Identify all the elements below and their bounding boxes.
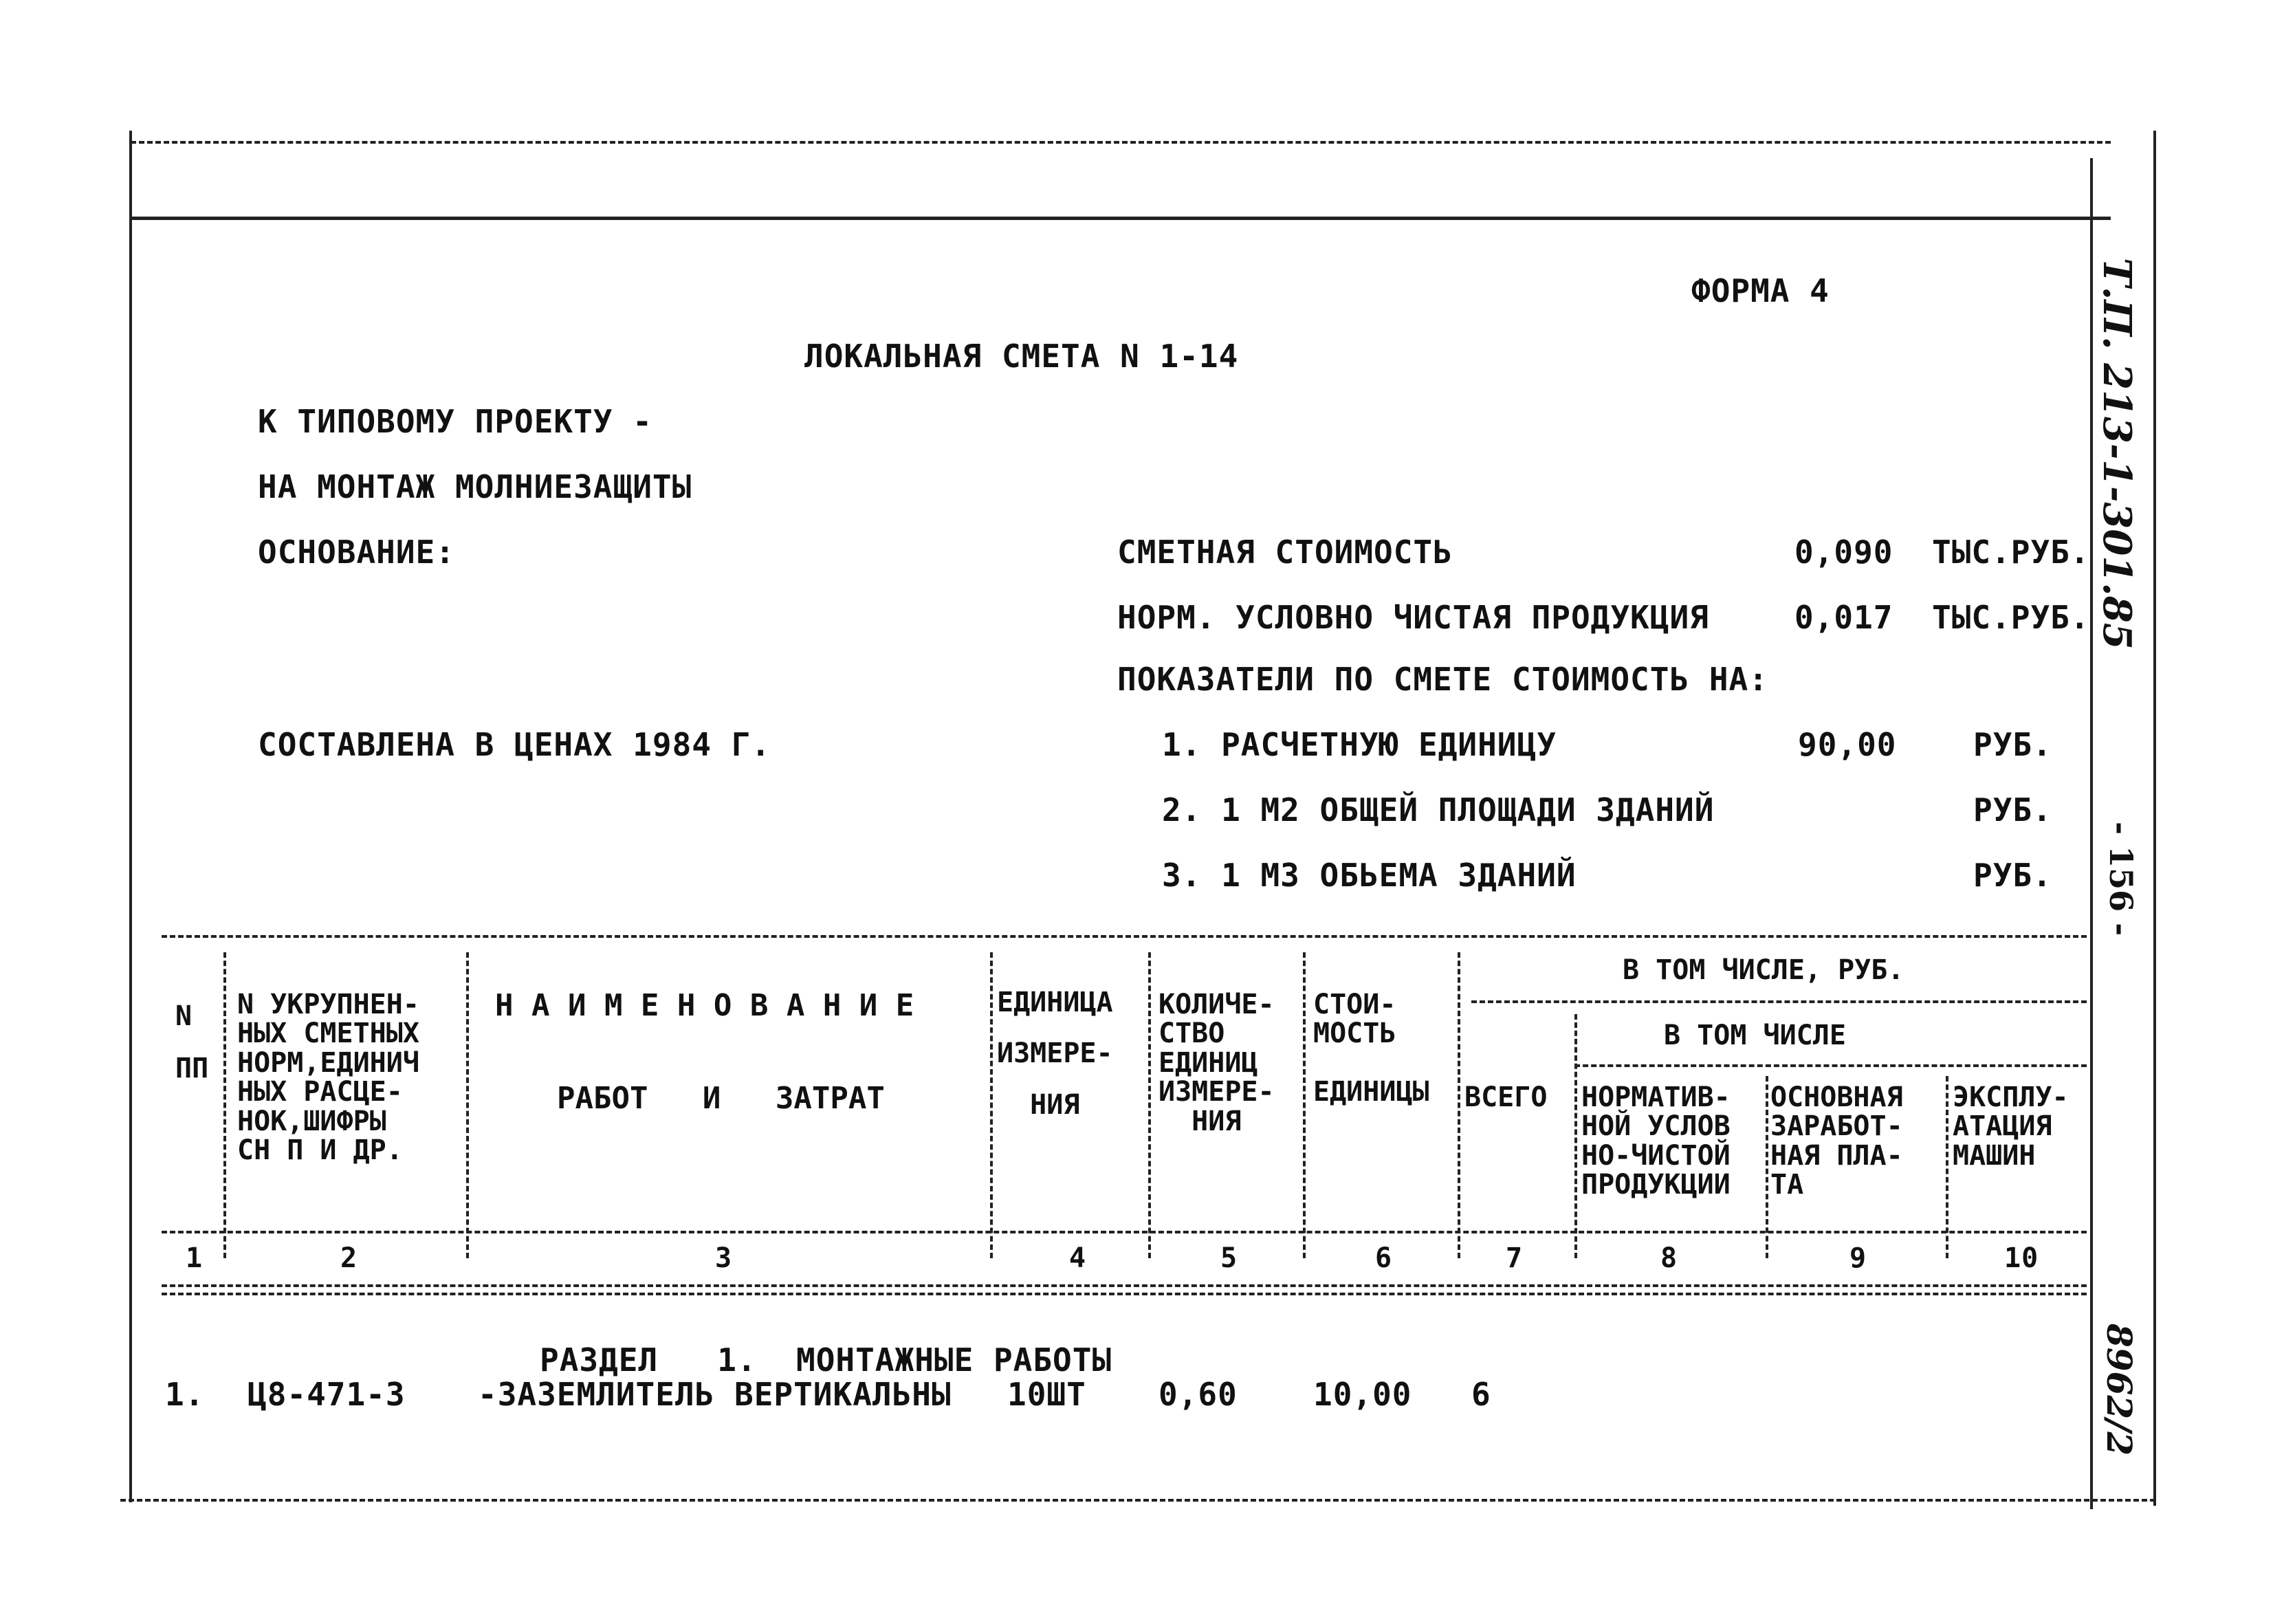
row-unit: 10ШТ <box>1007 1376 1086 1413</box>
estimated-cost-unit: ТЫС.РУБ. <box>1932 534 2090 571</box>
row-quantity: 0,60 <box>1159 1376 1238 1413</box>
incl-rule-1 <box>1471 1000 2087 1003</box>
col-sep-5 <box>1303 952 1306 1258</box>
row-unit-cost: 10,00 <box>1313 1376 1412 1413</box>
side-sheet-number: 8962/2 <box>2099 1324 2140 1456</box>
header-machines: ЭКСПЛУ- АТАЦИЯ МАШИН <box>1953 1082 2069 1172</box>
colnum-3: 3 <box>715 1242 733 1274</box>
colnum-2: 2 <box>340 1242 358 1274</box>
col-sep-7 <box>1574 1014 1577 1258</box>
colnum-5: 5 <box>1220 1242 1238 1274</box>
col-sep-6 <box>1458 952 1460 1258</box>
frame-top-border <box>131 141 2111 144</box>
colnum-8: 8 <box>1660 1242 1678 1274</box>
colnum-6: 6 <box>1375 1242 1393 1274</box>
indicator-1-label: 1. РАСЧЕТНУЮ ЕДИНИЦУ <box>1162 726 1557 763</box>
col-sep-3 <box>990 952 993 1258</box>
indicator-3-unit: РУБ. <box>1973 857 2052 894</box>
table-top-rule <box>162 935 2087 938</box>
form-label: ФОРМА 4 <box>1691 272 1830 309</box>
indicator-2-label: 2. 1 М2 ОБЩЕЙ ПЛОЩАДИ ЗДАНИЙ <box>1162 791 1715 829</box>
indicator-1-value: 90,00 <box>1798 726 1897 763</box>
colnum-10: 10 <box>2004 1242 2039 1274</box>
project-line-1: К ТИПОВОМУ ПРОЕКТУ - <box>258 403 652 440</box>
side-page-number: - 156 - <box>2102 822 2140 936</box>
row-number: 1. <box>165 1376 205 1413</box>
side-project-code: Т.П. 213-1-301.85 <box>2094 258 2140 650</box>
col-sep-4 <box>1148 952 1151 1258</box>
prices-note: СОСТАВЛЕНА В ЦЕНАХ 1984 Г. <box>258 726 771 763</box>
table-header-bottom-rule <box>162 1231 2087 1233</box>
project-line-2: НА МОНТАЖ МОЛНИЕЗАЩИТЫ <box>258 468 692 505</box>
frame-right-border-outer <box>2153 131 2156 1506</box>
header-unit: ЕДИНИЦА ИЗМЕРЕ- НИЯ <box>997 987 1113 1121</box>
header-name-line-2: РАБОТ И ЗАТРАТ <box>557 1081 885 1116</box>
basis-label: ОСНОВАНИЕ: <box>258 534 455 571</box>
net-product-label: НОРМ. УСЛОВНО ЧИСТАЯ ПРОДУКЦИЯ <box>1117 599 1709 636</box>
header-name-line-1: Н А И М Е Н О В А Н И Е <box>495 988 914 1023</box>
row-norm-code: Ц8-471-3 <box>248 1376 406 1413</box>
indicator-2-unit: РУБ. <box>1973 791 2052 829</box>
header-net-product: НОРМАТИВ- НОЙ УСЛОВ НО-ЧИСТОЙ ПРОДУКЦИИ <box>1581 1082 1731 1201</box>
frame-right-border <box>2090 158 2093 1509</box>
document-title: ЛОКАЛЬНАЯ СМЕТА N 1-14 <box>804 338 1239 375</box>
header-base-salary: ОСНОВНАЯ ЗАРАБОТ- НАЯ ПЛА- ТА <box>1770 1082 1903 1201</box>
header-quantity: КОЛИЧЕ- СТВО ЕДИНИЦ ИЗМЕРЕ- НИЯ <box>1159 989 1275 1137</box>
net-product-unit: ТЫС.РУБ. <box>1932 599 2090 636</box>
indicator-1-unit: РУБ. <box>1973 726 2052 763</box>
net-product-value: 0,017 <box>1794 599 1893 636</box>
row-total: 6 <box>1471 1376 1491 1413</box>
header-unit-cost: СТОИ- МОСТЬ ЕДИНИЦЫ <box>1313 989 1429 1108</box>
table-colnum-bottom-rule <box>162 1284 2087 1295</box>
header-norm-code: N УКРУПНЕН- НЫХ СМЕТНЫХ НОРМ,ЕДИНИЧ НЫХ РАСЦЕ- НОК,ШИФРЫ СН П И ДР. <box>237 989 419 1166</box>
header-row-number: N ПП <box>175 1000 209 1084</box>
indicator-3-label: 3. 1 М3 ОБЬЕМА ЗДАНИЙ <box>1162 857 1577 894</box>
estimated-cost-value: 0,090 <box>1794 534 1893 571</box>
row-name: -ЗАЗЕМЛИТЕЛЬ ВЕРТИКАЛЬНЫ <box>478 1376 952 1413</box>
incl-rule-2 <box>1574 1064 2087 1067</box>
colnum-4: 4 <box>1069 1242 1087 1274</box>
col-sep-9 <box>1946 1076 1948 1258</box>
header-total: ВСЕГО <box>1464 1082 1548 1113</box>
section-title: РАЗДЕЛ 1. МОНТАЖНЫЕ РАБОТЫ <box>540 1341 1112 1379</box>
col-sep-8 <box>1766 1076 1768 1258</box>
colnum-9: 9 <box>1849 1242 1867 1274</box>
estimated-cost-label: СМЕТНАЯ СТОИМОСТЬ <box>1117 534 1453 571</box>
colnum-7: 7 <box>1506 1242 1524 1274</box>
col-sep-2 <box>466 952 469 1258</box>
frame-top-solid <box>131 217 2111 220</box>
header-incl-rub: В ТОМ ЧИСЛЕ, РУБ. <box>1623 954 1904 986</box>
colnum-1: 1 <box>186 1242 204 1274</box>
col-sep-1 <box>223 952 226 1258</box>
frame-bottom-border <box>120 1499 2155 1502</box>
header-incl: В ТОМ ЧИСЛЕ <box>1664 1020 1846 1051</box>
frame-left-border <box>129 131 132 1502</box>
indicators-label: ПОКАЗАТЕЛИ ПО СМЕТЕ СТОИМОСТЬ НА: <box>1117 661 1768 698</box>
